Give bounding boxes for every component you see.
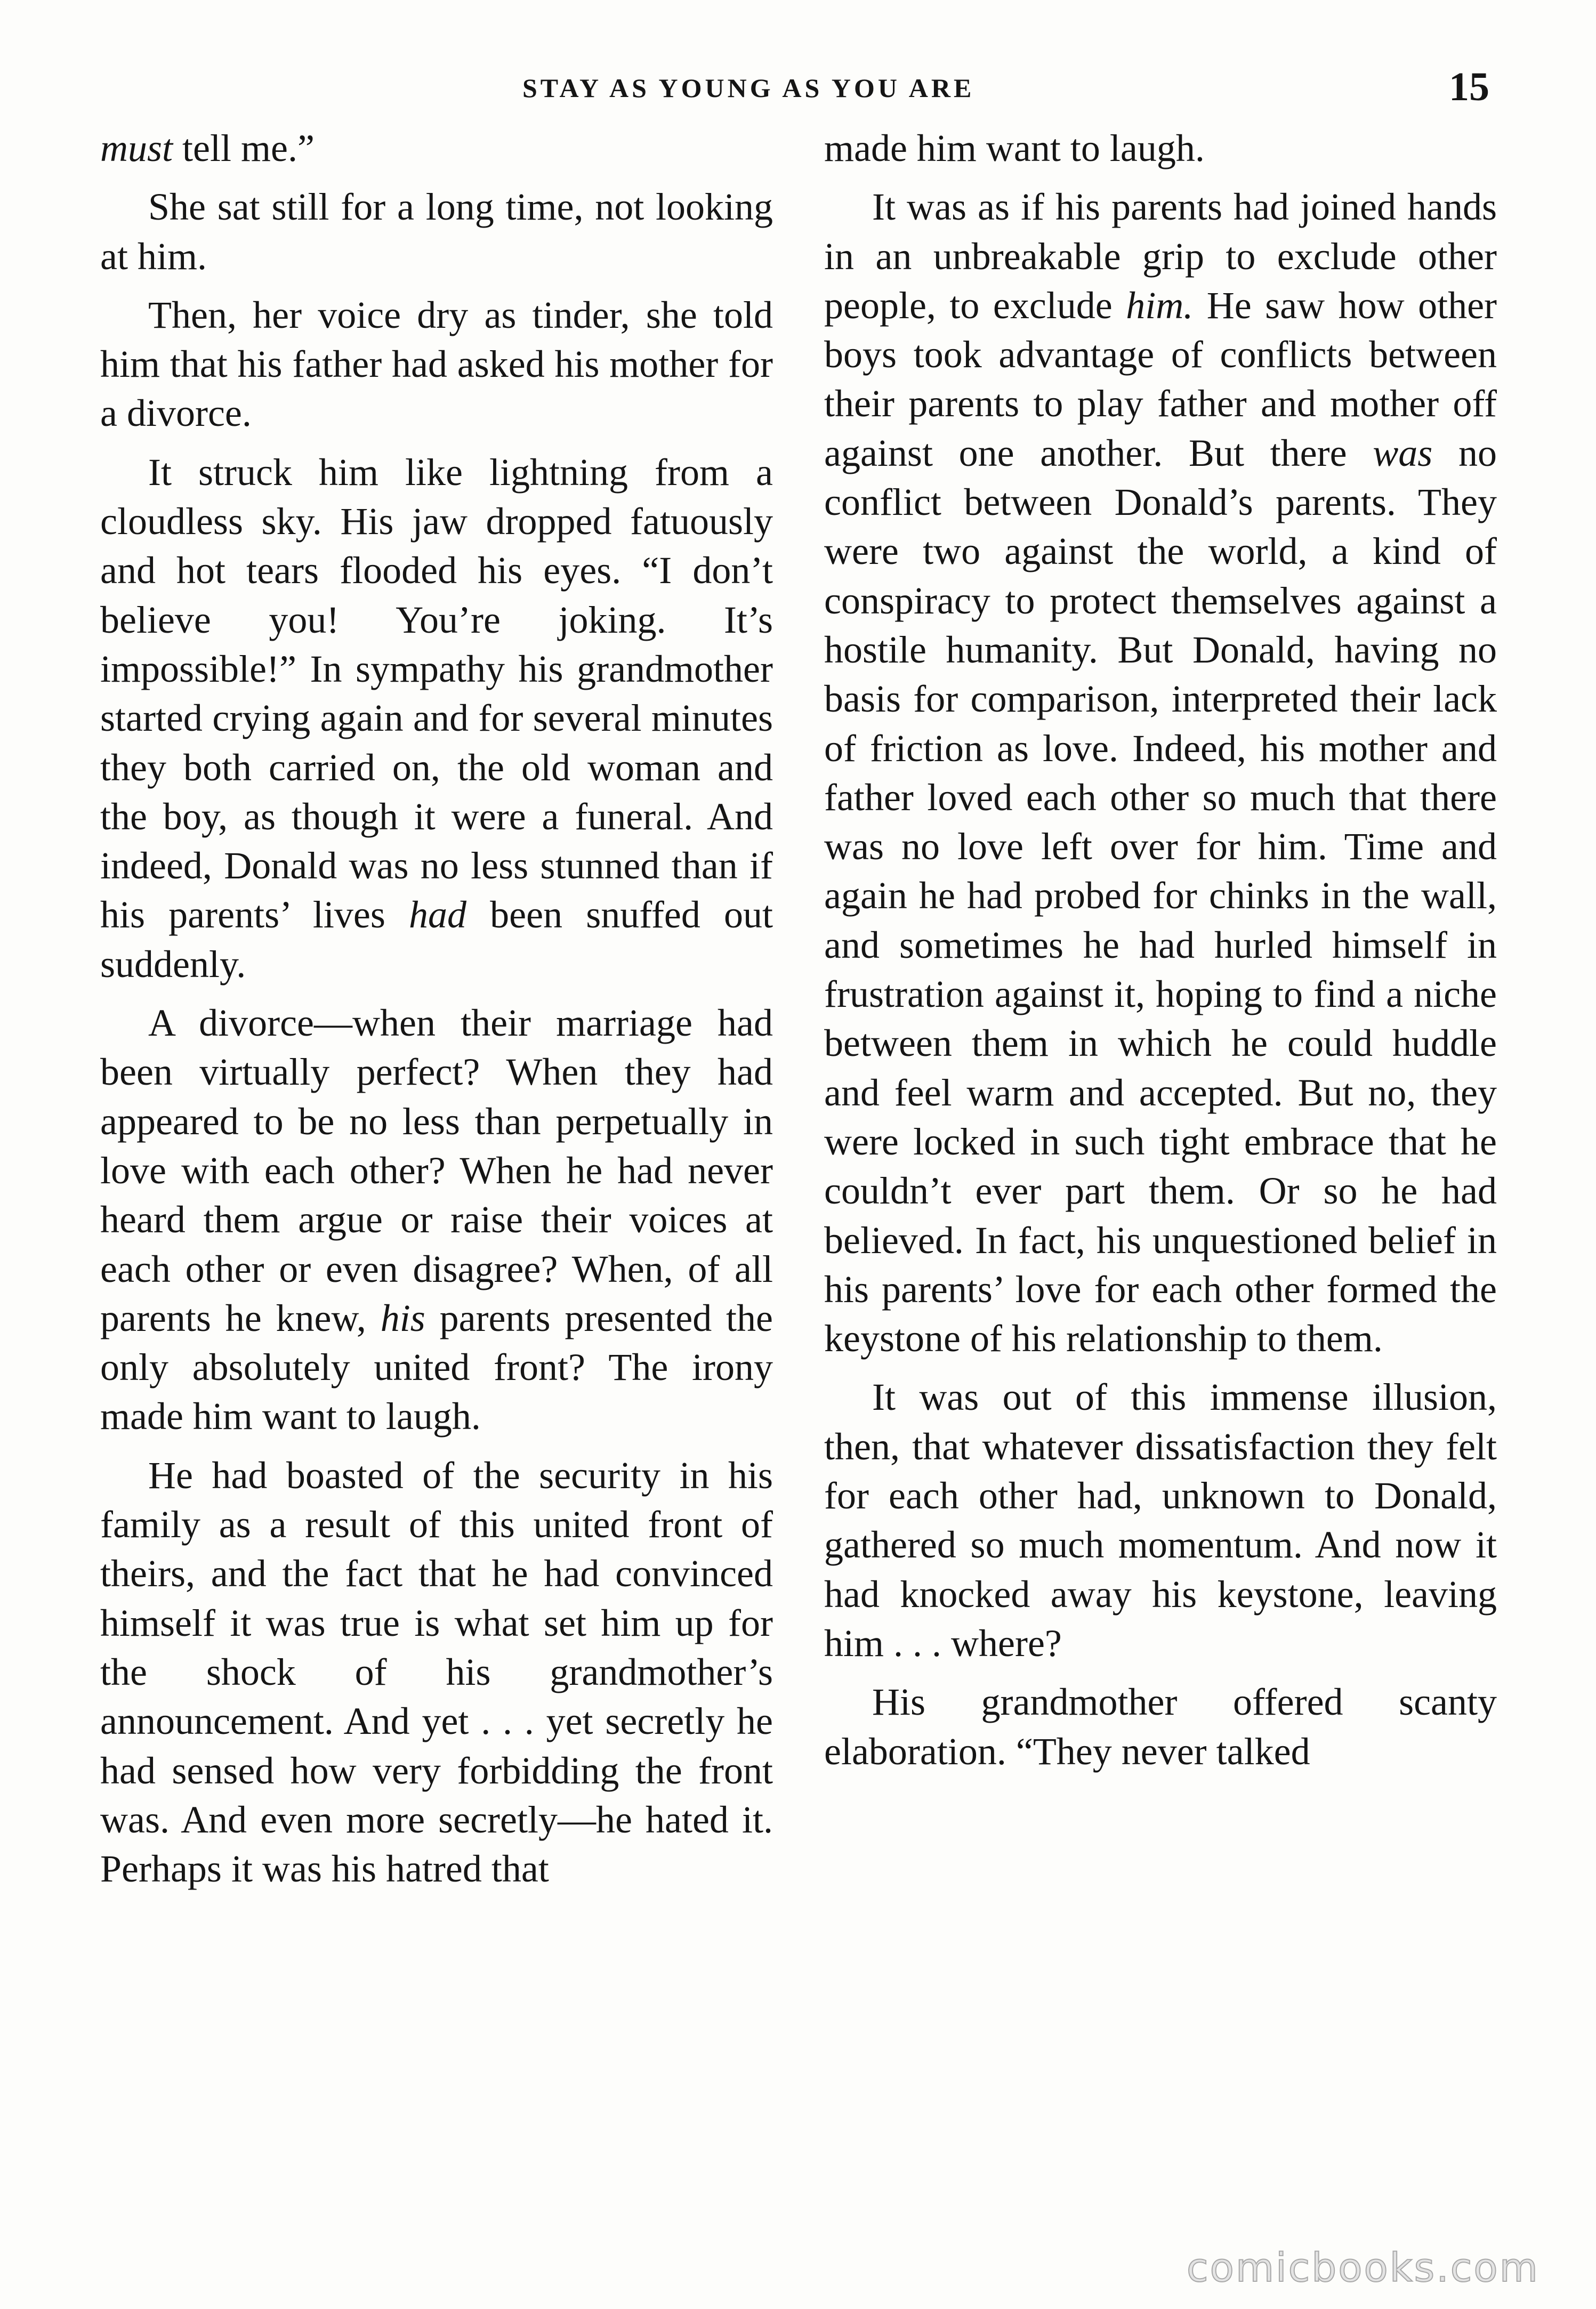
emphasis: him. xyxy=(1126,284,1194,327)
paragraph xyxy=(100,998,773,1441)
text-span: It was as if his parents had joined hands in an unbreakable grip to exclude other people, to exclude xyxy=(824,185,1497,327)
page-number: 15 xyxy=(1449,64,1489,109)
text-span: tell me.” xyxy=(173,127,315,169)
text-span: He saw how other boys took advantage of conflicts between their parents to play father and mother off against one another. But there xyxy=(824,284,1497,474)
paragraph xyxy=(100,124,773,173)
watermark: comicbooks.com xyxy=(1187,2245,1539,2291)
paragraph: His grandmother offered scanty elaboration. “They never talked xyxy=(824,1681,1497,1773)
paragraph xyxy=(824,182,1497,1363)
running-title: STAY AS YOUNG AS YOU ARE xyxy=(522,73,975,103)
paragraph: Then, her voice dry as tinder, she told him that his father had asked his mother for a divorce. xyxy=(100,293,773,435)
emphasis: was xyxy=(1373,431,1433,474)
emphasis: his xyxy=(380,1296,425,1339)
text-span: parents presented the only absolutely united front? The irony made him want to laugh. xyxy=(100,1296,773,1438)
paragraph: He had boasted of the security in his family as a result of this united front of theirs, and the fact that he had convinced himself it was true is what set him up for the shock of his grandmother’s announcement. And yet . . . yet secretly he had sensed how very forbidding the front was. And even more secretly—he hated it. Perhaps it was his hatred that xyxy=(100,1454,773,1891)
text-span: no conflict between Donald’s parents. They were two against the world, a kind of conspiracy to protect themselves against a hostile humanity. But Donald, having no basis for comparison, interpreted their lack of friction as love. Indeed, his mother and father loved each other so much that there was no love left over for him. Time and again he had probed for chinks in the wall, and sometimes he had hurled himself in frustration against it, hoping to find a niche between them in which he could huddle and feel warm and accepted. But no, they were locked in such tight embrace that he couldn’t ever part them. Or so he had believed. In fact, his unquestioned belief in his parents’ love for each other formed the keystone of his relationship to them. xyxy=(824,431,1497,1360)
paragraph: made him want to laugh. xyxy=(824,127,1205,169)
paragraph: It was out of this immense illusion, then, that whatever dissatisfaction they felt for each other had, unknown to Donald, gathered so much momentum. And now it had knocked away his keystone, leaving him . . . where? xyxy=(824,1376,1497,1665)
right-column xyxy=(824,124,1497,1786)
text-span: A divorce—when their marriage had been virtually perfect? When they had appeared to be no less than perpetually in love with each other? When he had never heard them argue or raise their voices at each other or even disagree? When, of all parents he knew, xyxy=(100,1002,773,1339)
paragraph: She sat still for a long time, not looking at him. xyxy=(100,185,773,278)
emphasis: had xyxy=(409,893,466,936)
text-span: been snuffed out suddenly. xyxy=(100,893,773,986)
text-span: It struck him like lightning from a cloudless sky. His jaw dropped fatuously and hot tears flooded his eyes. “I don’t believe you! You’re joking. It’s impossible!” In sympathy his grandmother started crying again and for several minutes they both carried on, the old woman and the boy, as though it were a funeral. And indeed, Donald was no less stunned than if his parents’ lives xyxy=(100,450,773,936)
left-column xyxy=(100,124,773,1903)
paragraph xyxy=(100,448,773,989)
page-header xyxy=(0,64,1596,125)
emphasis: must xyxy=(100,127,173,169)
